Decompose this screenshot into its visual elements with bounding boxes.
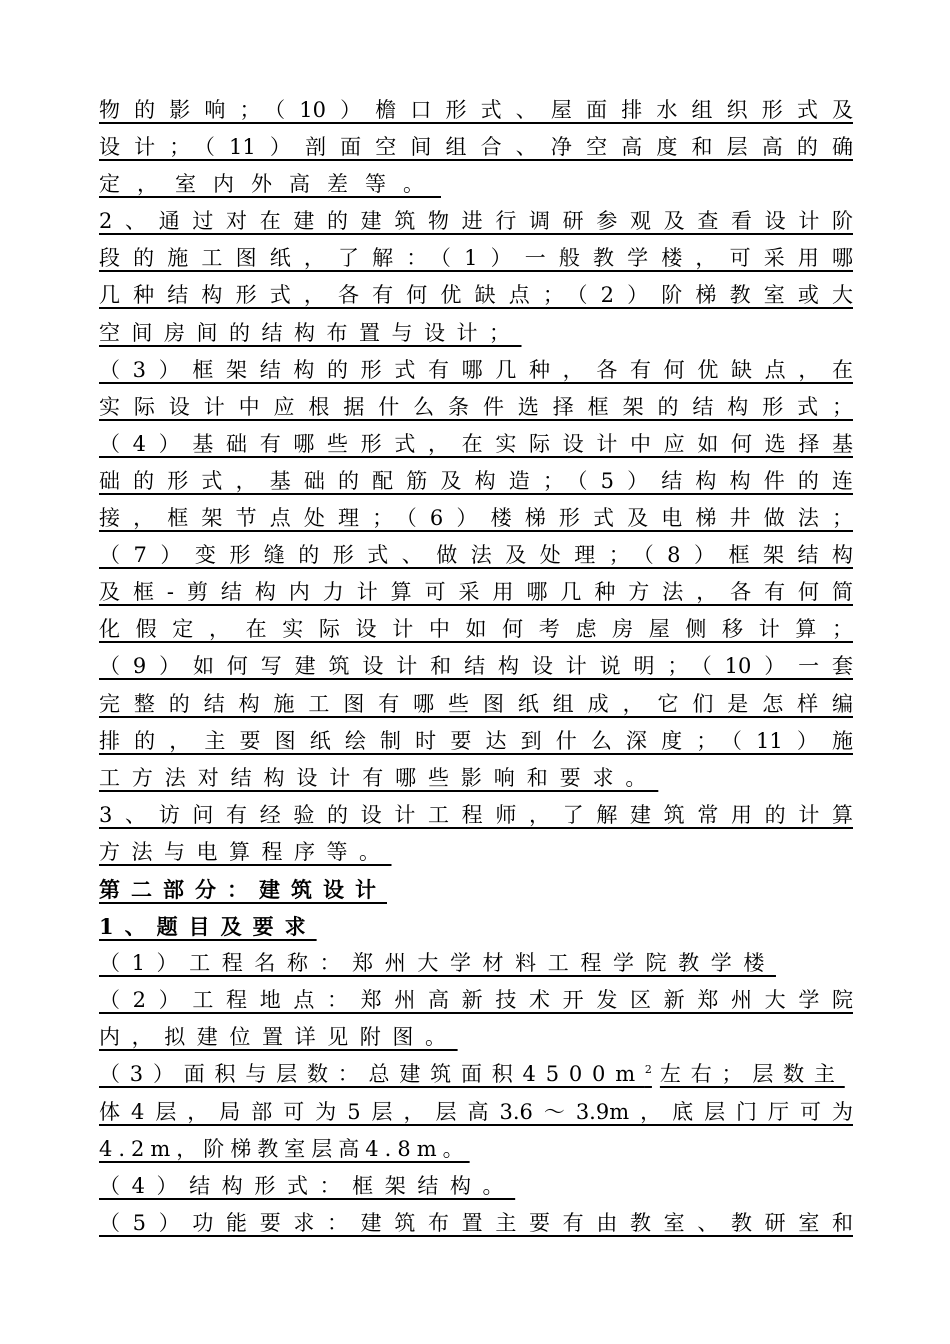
text-line <box>99 648 853 685</box>
line-text: 段的施工图纸，了解：（1）一般教学楼，可采用哪 <box>99 246 853 271</box>
text-line <box>99 611 853 648</box>
text-line <box>99 686 853 723</box>
text-line <box>99 945 853 982</box>
line-text: （5）功能要求：建筑布置主要有由教室、教研室和 <box>99 1210 853 1235</box>
text-line <box>99 1094 853 1131</box>
line-text: （3）框架结构的形式有哪几种，各有何优缺点，在 <box>99 357 853 382</box>
text-line <box>99 1131 853 1168</box>
line-text: （9）如何写建筑设计和结构设计说明；（10）一套 <box>99 654 853 679</box>
text-line <box>99 92 853 129</box>
text-line <box>99 537 853 574</box>
line-text: 化假定，在实际设计中如何考虑房屋侧移计算； <box>99 617 853 642</box>
heading-text: 第二部分：建筑设计 <box>99 876 387 902</box>
text-line <box>99 277 853 314</box>
text-line <box>99 1019 853 1056</box>
superscript: 2 <box>644 1063 652 1077</box>
text-line <box>99 982 853 1019</box>
text-line <box>99 500 853 537</box>
line-text: 物的影响；（10）檐口形式、屋面排水组织形式及 <box>99 98 853 122</box>
line-text: 完整的结构施工图有哪些图纸组成，它们是怎样编 <box>99 691 853 716</box>
text-line <box>99 426 853 463</box>
line-text: 接，框架节点处理；（6）楼梯形式及电梯井做法； <box>99 506 853 531</box>
line-text: 3、访问有经验的设计工程师，了解建筑常用的计算 <box>99 802 853 827</box>
line-text-part: （3）面积与层数：总建筑面积4500m <box>99 1062 645 1087</box>
line-text: 实际设计中应根据什么条件选择框架的结构形式； <box>99 394 853 419</box>
subsection-heading <box>99 908 853 945</box>
text-line <box>99 1168 853 1205</box>
line-text: （4）结构形式：框架结构。 <box>99 1173 516 1198</box>
line-text: 定，室内外高差等。 <box>99 172 441 197</box>
text-line <box>99 240 853 277</box>
line-text: 体4层，局部可为5层，层高3.6～3.9m，底层门厅可为 <box>99 1099 853 1124</box>
line-text: 几种结构形式，各有何优缺点；（2）阶梯教室或大 <box>99 283 853 308</box>
line-text: 排的，主要图纸绘制时要达到什么深度；（11）施 <box>99 728 853 753</box>
line-text: 工方法对结构设计有哪些影响和要求。 <box>99 765 659 790</box>
line-text: 设计；（11）剖面空间组合、净空高度和层高的确 <box>99 135 853 160</box>
section-heading <box>99 871 853 908</box>
line-text: 空间房间的结构布置与设计； <box>99 320 522 345</box>
text-line <box>99 723 853 760</box>
line-text: 内，拟建位置详见附图。 <box>99 1025 458 1050</box>
text-line <box>99 797 853 834</box>
line-text <box>99 1056 853 1093</box>
text-line <box>99 129 853 166</box>
text-line <box>99 1056 853 1093</box>
line-text: （7）变形缝的形式、做法及处理；（8）框架结构 <box>99 543 853 568</box>
text-line <box>99 1205 853 1242</box>
line-text: 2、通过对在建的建筑物进行调研参观及查看设计阶 <box>99 209 853 234</box>
line-text: （4）基础有哪些形式，在实际设计中应如何选择基 <box>99 431 853 456</box>
line-text: 方法与电算程序等。 <box>99 839 392 864</box>
line-text: （1）工程名称：郑州大学材料工程学院教学楼 <box>99 951 776 976</box>
text-line <box>99 574 853 611</box>
text-line <box>99 315 853 352</box>
text-line <box>99 166 853 203</box>
text-line <box>99 389 853 426</box>
line-text: 础的形式，基础的配筋及构造；（5）结构构件的连 <box>99 468 853 493</box>
line-text: 4.2m，阶梯教室层高4.8m。 <box>99 1136 470 1161</box>
text-line <box>99 834 853 871</box>
line-text: 及框-剪结构内力计算可采用哪几种方法，各有何简 <box>99 580 853 605</box>
text-line <box>99 352 853 389</box>
text-line <box>99 760 853 797</box>
line-text-part: 左右；层数主 <box>659 1062 845 1087</box>
line-text: （2）工程地点：郑州高新技术开发区新郑州大学院 <box>99 988 853 1013</box>
document-page <box>99 92 853 1242</box>
heading-text: 1、题目及要求 <box>99 914 317 940</box>
text-line <box>99 203 853 240</box>
text-line <box>99 463 853 500</box>
